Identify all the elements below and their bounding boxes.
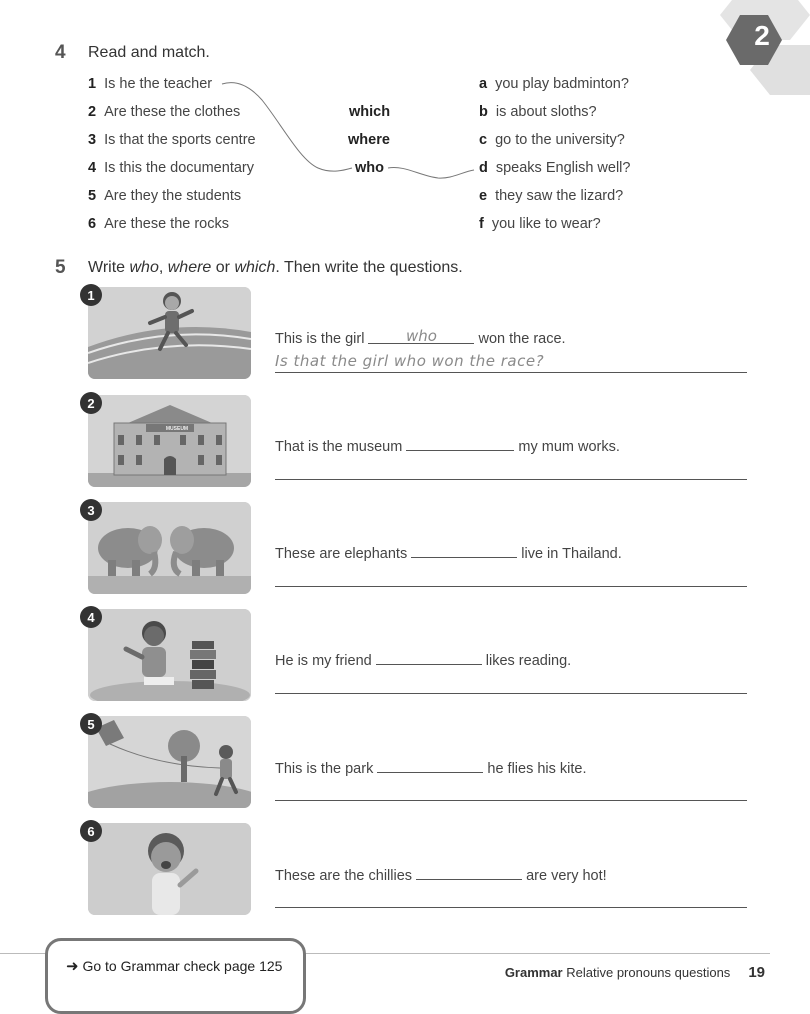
picture-girl-chillies [88, 823, 251, 915]
sentence-5: This is the park he flies his kite. [275, 758, 587, 777]
match-word-which: which [349, 104, 391, 120]
item-badge: 4 [80, 606, 102, 628]
match-left-item: 2 Are these the clothes [88, 104, 241, 120]
exercise-4-number: 4 [55, 42, 66, 63]
match-right-item: f you like to wear? [479, 216, 601, 232]
answer-blank[interactable] [377, 758, 483, 773]
sentence-1: This is the girl who won the race. [275, 327, 566, 347]
match-left-item: 6 Are these the rocks [88, 216, 229, 232]
grammar-check-box[interactable] [45, 938, 306, 1014]
item-badge: 6 [80, 820, 102, 842]
match-left-item: 1 Is he the teacher [88, 76, 213, 92]
match-left-item: 3 Is that the sports centre [88, 132, 256, 148]
page-footer [505, 964, 765, 981]
item-badge: 5 [80, 713, 102, 735]
item-badge: 2 [80, 392, 102, 414]
answer-blank[interactable] [406, 436, 514, 451]
match-right-item: a you play badminton? [479, 76, 629, 92]
sentence-3: These are elephants live in Thailand. [275, 543, 622, 562]
match-word-who: who [355, 160, 384, 176]
match-right-item: b is about sloths? [479, 104, 597, 120]
exercise-5-number: 5 [55, 257, 66, 278]
answer-blank[interactable] [411, 543, 517, 558]
footer-section-title: Grammar [504, 965, 563, 980]
match-left-item: 4 Is this the documentary [88, 160, 254, 176]
sentence-2: That is the museum my mum works. [275, 436, 620, 455]
picture-elephants [88, 502, 251, 594]
sentence-4: He is my friend likes reading. [275, 650, 571, 669]
match-left-item: 5 Are they the students [88, 188, 242, 204]
item-badge: 1 [80, 284, 102, 306]
question-line[interactable] [275, 566, 747, 587]
unit-badge: 2 [754, 20, 770, 51]
match-right-item: e they saw the lizard? [479, 188, 624, 204]
question-line[interactable] [275, 459, 747, 480]
question-line[interactable] [275, 887, 747, 908]
picture-girl-running [88, 287, 251, 379]
question-line[interactable] [275, 673, 747, 694]
picture-boy-reading [88, 609, 251, 701]
answer-blank[interactable] [416, 865, 522, 880]
page-number: 19 [748, 964, 765, 981]
match-right-item: d speaks English well? [479, 160, 631, 176]
sentence-6: These are the chillies are very hot! [275, 865, 607, 884]
matching-line [0, 0, 810, 240]
picture-museum [88, 395, 251, 487]
match-right-item: c go to the university? [479, 132, 625, 148]
arrow-right-icon: ➜ [66, 958, 79, 975]
match-word-where: where [348, 132, 390, 148]
picture-park-kite [88, 716, 251, 808]
answer-blank[interactable]: who [368, 329, 474, 344]
grammar-check-link[interactable]: ➜ Go to Grammar check page 125 [66, 958, 283, 975]
answer-blank[interactable] [376, 650, 482, 665]
question-line[interactable]: Is that the girl who won the race? [275, 352, 747, 373]
exercise-4-heading: Read and match. [88, 44, 210, 61]
exercise-5-heading: Write who, where or which. Then write the questions. [88, 259, 463, 276]
question-line[interactable] [275, 780, 747, 801]
museum-sign: MUSEUM [165, 426, 189, 432]
item-badge: 3 [80, 499, 102, 521]
footer-section-subtitle: Relative pronouns questions [566, 965, 731, 980]
